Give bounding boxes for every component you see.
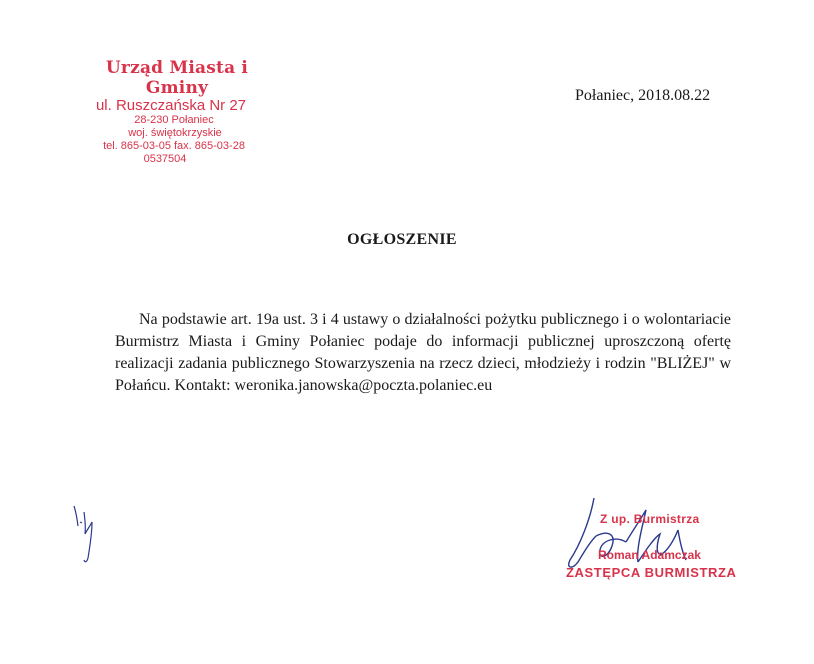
stamp-region: woj. świętokrzyskie [128,127,222,139]
stamp-code: 0537504 [143,153,187,165]
signature-authorization: Z up. Burmistrza [600,512,700,526]
stamp-street: ul. Ruszczańska Nr 27 [95,97,247,114]
document-title-text: OGŁOSZENIE [347,231,457,248]
stamp-office-name: Urząd Miasta i Gminy [105,58,249,98]
signatory-role: ZASTĘPCA BURMISTRZA [566,565,737,580]
office-stamp [76,58,276,166]
announcement-body: Na podstawie art. 19a ust. 3 i 4 ustawy o działalności pożytku publicznego i o wolontariacie Burmistrz Miasta i Gminy Połaniec podaje do informacji publicznej uproszczoną ofertę realizacji zadania publicznego Stowarzyszenia na rzecz dzieci, młodzieży i rodzin "BLIŻEJ" w Połańcu. Kontakt: weronika.janowska@poczta.polaniec.eu [115,311,731,394]
stamp-phone: tel. 865-03-05 fax. 865-03-28 [103,140,245,152]
handwritten-initials [68,500,108,570]
signatory-name: Roman Adamczak [598,548,701,562]
place-date: Połaniec, 2018.08.22 [575,87,711,104]
signature-block [550,490,770,590]
stamp-city: 28-230 Połaniec [134,114,214,126]
document-title [0,231,814,249]
